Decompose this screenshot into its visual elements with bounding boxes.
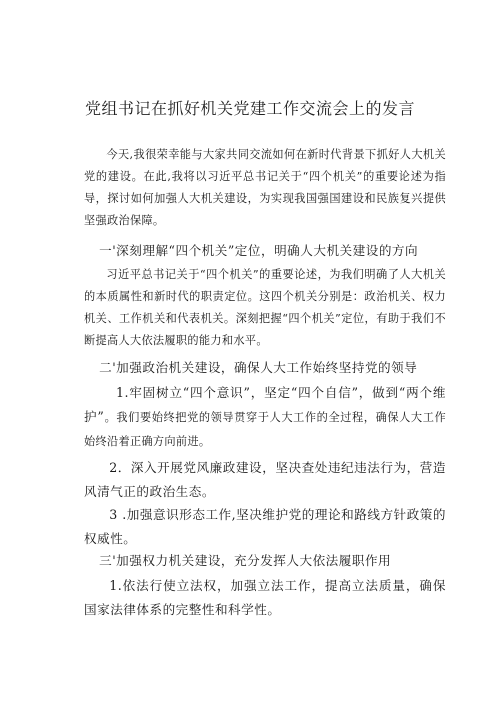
section-1-heading: 一'深刻理解“四个机关”定位，明确人大机关建设的方向 bbox=[99, 243, 419, 258]
section-2-heading: 二'加强政治机关建设，确保人大工作始终坚持党的领导 bbox=[99, 360, 418, 375]
section-2-item-1 bbox=[84, 381, 446, 453]
document-title: 党组书记在抓好机关党建工作交流会上的发言 bbox=[84, 99, 415, 118]
section-1-paragraph: 习近平总书记关于“四个机关”的重要论述，为我们明确了人大机关的本质属性和新时代的职责定位。这四个机关分别是：政治机关、权力机关、工作机关和代表机关。深刻把握“四个机关”定位，有助于我们不断提高人大依法履职的能力和水平。 bbox=[84, 268, 446, 347]
section-2-item-1-rest: 。我们要始终把党的领导贯穿于人大工作的全过程，确保人大工作始终沿着正确方向前进。 bbox=[84, 411, 446, 448]
section-2-item-2: 2．深入开展党风廉政建设，坚决查处违纪违法行为，营造风清气正的政治生态。 bbox=[84, 460, 446, 499]
section-2-item-1-lead: 1.牢固树立“四个意识”，坚定“四个自信”，做到“两个维护” bbox=[84, 385, 446, 424]
section-3-item-1: 1.依法行使立法权，加强立法工作，提高立法质量，确保国家法律体系的完整性和科学性。 bbox=[84, 578, 446, 617]
section-3-heading: 三'加强权力机关建设，充分发挥人大依法履职作用 bbox=[99, 553, 392, 568]
intro-paragraph: 今天,我很荣幸能与大家共同交流如何在新时代背景下抓好人大机关党的建设。在此,我将以习近平总书记关于“四个机关”的重要论述为指导，探讨如何加强人大机关建设，为实现我国强国建设和民族复兴提供坚强政治保障。 bbox=[84, 148, 446, 227]
section-2-item-3: 3 .加强意识形态工作,坚决维护党的理论和路线方针政策的权威性。 bbox=[84, 507, 446, 546]
